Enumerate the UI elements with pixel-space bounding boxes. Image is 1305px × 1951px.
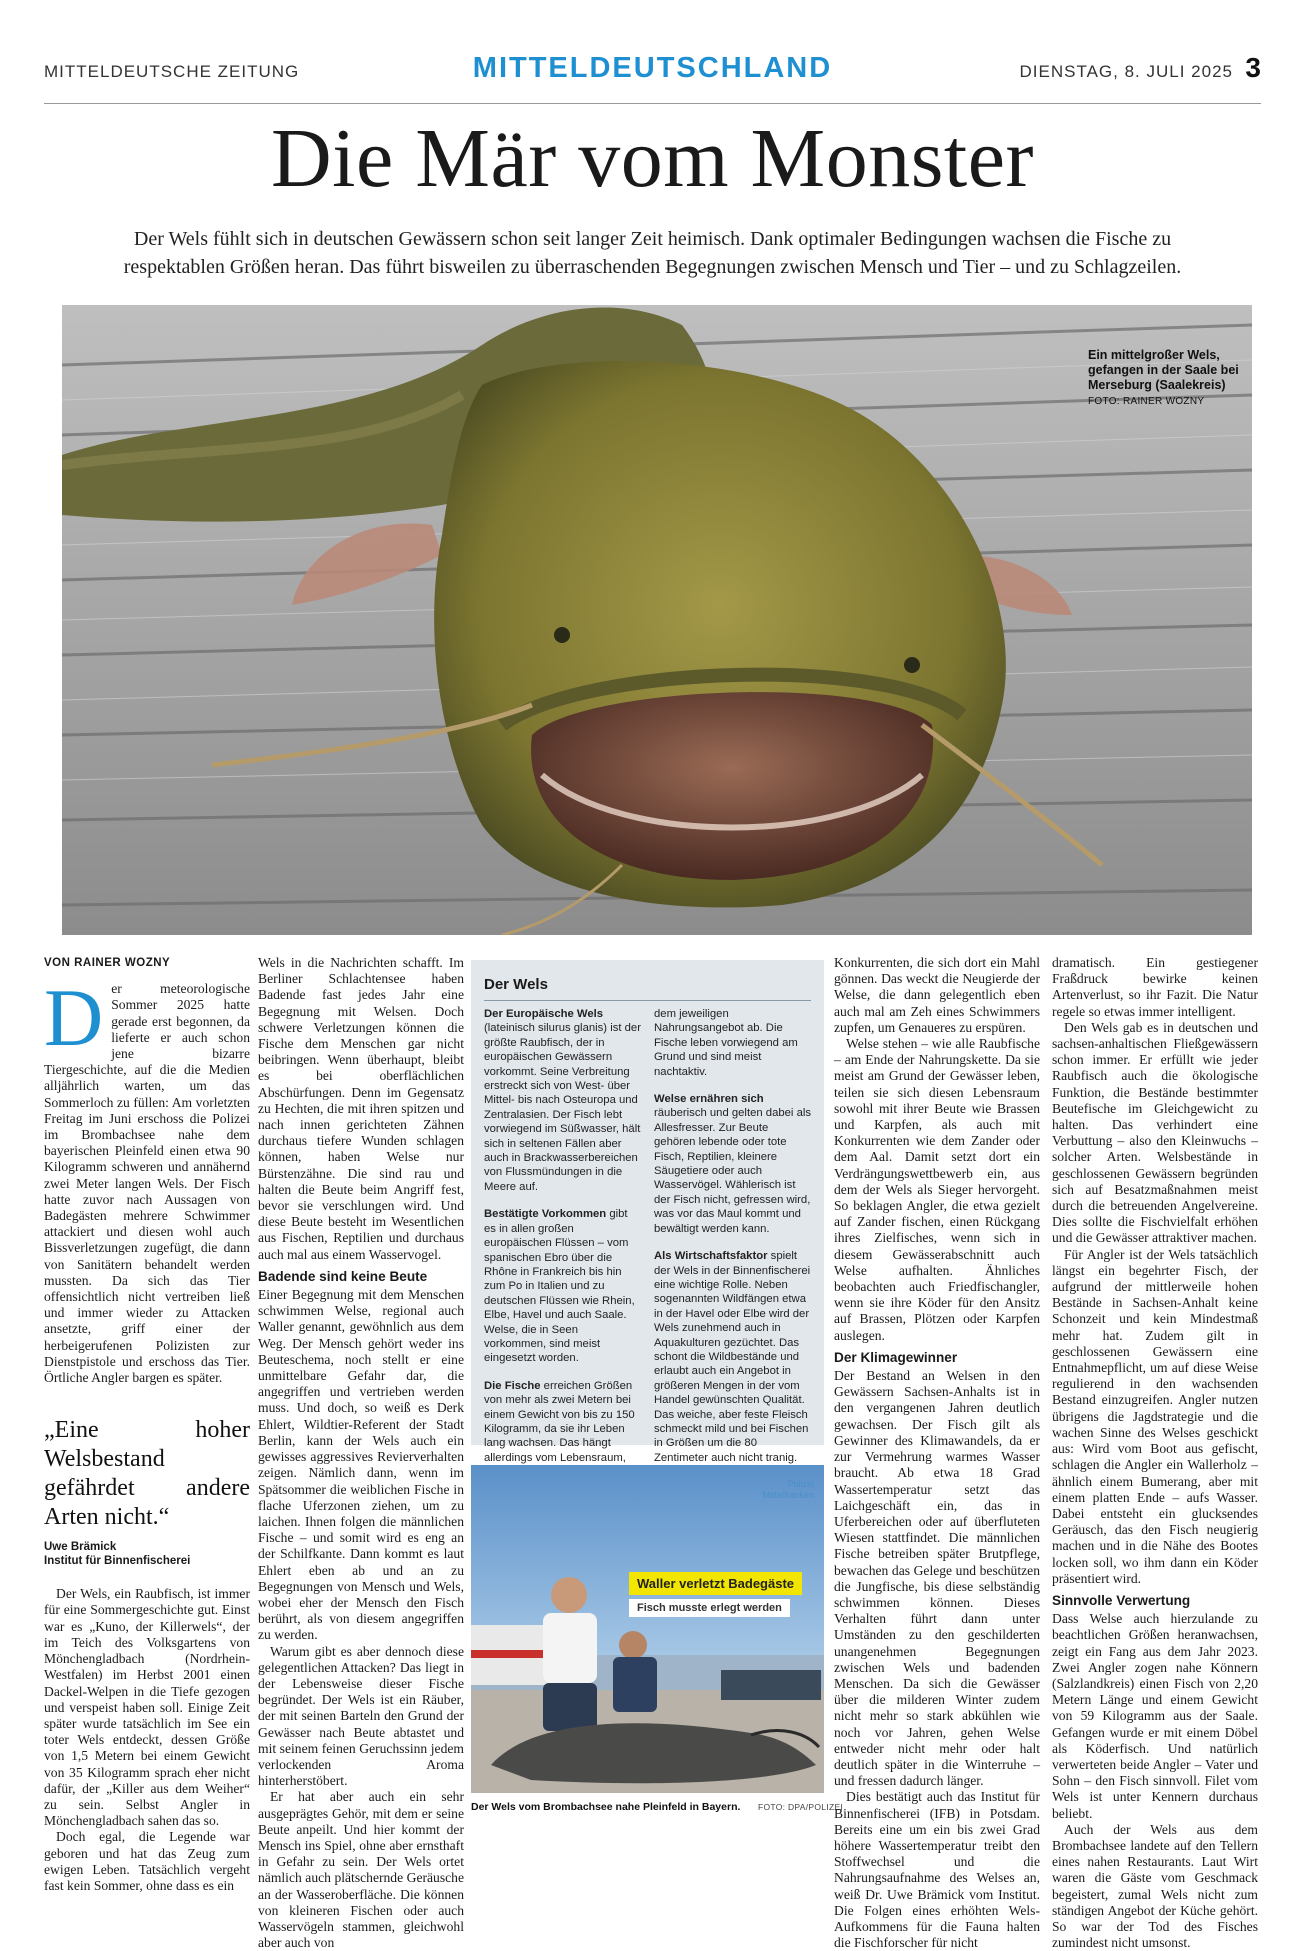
column-1 [44,955,250,1894]
article-paragraph: Warum gibt es aber dennoch diese gelegentlichen Attacken? Das liegt in der Lebensweise dieser Fische begründet. Der Wels ist ein Räuber, der mit seinen Barteln den Grund der Gewässer nach Beute abtastet und mit seinem feinen Geruchssinn jedem verlockenden Aroma hinterherstöbert. [258,1643,464,1789]
subheading: Sinnvolle Verwertung [1052,1592,1191,1608]
box-text: dem jeweiligen Nahrungsangebot ab. Die Fische leben vorwiegend am Grund und sind meist nachtaktiv. [654,1008,798,1078]
info-box-title: Der Wels [484,976,548,993]
main-photo-caption [1088,348,1248,409]
article-paragraph: Konkurrenten, die sich dort ein Mahl gönnen. Das weckt die Neugierde der Welse, die dann gelegentlich eben auch mal am Zeh eines Schwimmers zupfen, um Genaueres zu erspüren. [834,955,1040,1035]
article-paragraph: Doch egal, die Legende war geboren und hat das Zeug zum ewigen Leben. Tatsächlich vergeht fast kein Sommer, ohne dass es ein [44,1829,250,1893]
photo-credit: FOTO: RAINER WOZNY [1088,396,1205,407]
article-paragraph: Einer Begegnung mit dem Menschen schwimmen Welse, regional auch Waller genannt, gewöhnlich aus dem Weg. Der Mensch gehört weder ins Beuteschema, noch stellt er eine unmittelbare Gefahr dar, die angegriffen und vertrieben werden muss. Und doch, so weiß es Derk Ehlert, Wildtier-Referent der Stadt Berlin, kann der Wels auch ein gewisses aggressives Revierverhalten zeigen. Nämlich dann, wenn im Spätsommer die weiblichen Fische in flache Uferzonen ziehen, um zu laichen. Ihnen folgen die männlichen Fische – und somit wird es eng an der Schilfkante. Dann kommt es laut Ehlert eben ab und an zu Begegnungen von Mensch und Wels, wobei eher der Mensch den Fisch berührt, als von diesem angegriffen zu werden. [258,1287,464,1643]
lead-paragraph: Der Wels fühlt sich in deutschen Gewässern schon seit langer Zeit heimisch. Dank optimaler Bedingungen wachsen die Fische zu respektablen Größen heran. Das führt bisweilen zu überraschenden Begegnungen zwischen Mensch und Tier – und zu Schlagzeilen. [123,228,1182,278]
article-paragraph: er meteorologische Sommer 2025 hatte gerade erst begonnen, da lieferte er auch schon jene bizarre Tiergeschichte, auf die die Medien alljährlich warten, um das Sommerloch zu füllen: Am vorletzten Freitag im Juni erschoss die Polizei im Brombachsee nahe dem bayerischen Pleinfeld einen etwa 90 Kilogramm schweren und annähernd zwei Meter langen Wels. Der Fisch hatte zuvor nach Aussagen von Badegästen mehrere Schwimmer attackiert und diesen wohl auch Bissverletzungen zugefügt, die dann von Sanitätern behandelt werden mussten. Da sich das Tier offensichtlich nicht vertreiben ließ und immer wieder zu Attacken ansetzte, griff einer der herbeigerufenen Polizisten zur Dienstpistole und erschoss das Tier. Örtliche Angler bargen es später. [44,981,250,1386]
article-paragraph: Der Bestand an Welsen in den Gewässern Sachsen-Anhalts ist in den vergangenen Jahren deutlich gewachsen. Der Fisch gilt als Gewinner des Klimawandels, da er zur Vermehrung warmes Wasser braucht. Ab etwa 18 Grad Wassertemperatur setzt das Laichgeschäft ein, das in Uferbereichen oder auf überfluteten Wiesen stattfindet. Die männlichen Fische betreiben später Brutpflege, bewachen das Gelege und beschützen die Jungfische, bis diese selbständig schwimmen können. Dieses Verhalten führt dann unter Umständen zu den geschilderten unangenehmen Begegnungen zwischen Wels und badenden Menschen. Da sich die Gewässer über die milderen Winter zudem nicht mehr so stark abkühlen wie noch vor Jahren, gehen Welse entweder nicht mehr oder halt deutlich später in die Winterruhe – und fressen dadurch länger. [834,1368,1040,1789]
subheading: Badende sind keine Beute [258,1268,428,1284]
quote-author-name: Uwe Brämick [44,1541,117,1554]
column-2 [258,955,464,1951]
box-text: gibt es in allen großen europäischen Flüssen – vom spanischen Ebro über die Rhône in Frankreich bis hin zum Po in Italien und zu deutschen Flüssen wie Rhein, Elbe, Havel und auch Saale. Welse, die in Seen vorkommen, sind meist eingesetzt worden. [484,1208,635,1365]
box-text: räuberisch und gelten dabei als Allesfresser. Zur Beute gehören lebende oder tote Fisch, Reptilien, kleinere Säugetiere oder auch Wasservögel. Wählerisch ist der Fisch nicht, gefressen wird, was vor das Maul kommt und bewältigt werden kann. [654,1107,812,1235]
article-paragraph: Für Angler ist der Wels tatsächlich längst ein begehrter Fisch, der aufgrund der mittlerweile hohen Bestände in Sachsen-Anhalt keine Schonzeit und kein Mindestmaß mehr hat. Zudem gilt in geschlossenen Gewässern eine Entnahmepflicht, um auf diese Weise regulierend in den wachsenden Bestand einzugreifen. Angler nutzen übrigens die Jagdstrategie und die wachen Sinne des Welses geschickt aus: Wird vom Boot aus gefischt, schlagen die Angler ein Wallerholz – ähnlich einem Bumerang, aber mit einem platten Ende – aufs Wasser. Dabei entsteht ein glucksendes Geräusch, das den Fisch neugierig machen und in die Nähe des Bootes locken soll, wo ihm dann ein Köder präsentiert wird. [1052,1246,1258,1586]
main-photo-catfish [62,305,1252,935]
article-paragraph: Der Wels, ein Raubfisch, ist immer für eine Sommergeschichte gut. Einst war es „Kuno, der Killerwels“, der im Teich des Volksgartens von Mönchengladbach (Nordrhein-Westfalen) im Herbst 2001 einen Dackel-Welpen in die Tiefe gezogen und verspeist haben soll. Einige Zeit später wurde tatsächlich im See ein toter Wels entdeckt, dessen Größe von 1,5 Metern bei einem Gewicht von 35 Kilogramm sprach eher nicht dafür, der „Killer aus dem Weiher“ zu sein. Selbst Angler in Mönchengladbach sahen das so. [44,1586,250,1829]
article-paragraph: Den Wels gab es in deutschen und sachsen-anhaltischen Fließgewässern schon immer. Er erfüllt wie jeder Raubfisch auch die ökologische Funktion, die Bestände bestimmter Beutefische im Gleichgewicht zu halten. Das verhindert eine Verbuttung – also den Kleinwuchs – solcher Arten. Welsbestände in geschlossenen Gewässern begründen sich auf Besatzmaßnahmen meist durch die betreuenden Angelvereine. Dies sollte die Fischvielfalt erhöhen und die Gewässer attraktiver machen. [1052,1019,1258,1246]
police-photo-caption: Der Wels vom Brombachsee nahe Pleinfeld in Bayern. [471,1801,741,1813]
police-photo-credit: FOTO: DPA/POLIZEI [758,1802,844,1812]
box-term: Der Europäische Wels [484,1008,604,1020]
pull-quote [44,1416,250,1568]
article-paragraph: Welse stehen – wie alle Raubfische – am Ende der Nahrungskette. Da sie meist am Grund der Gewässer leben, teilen sie sich diesen Lebensraum sowohl mit ihrer Beute wie Brassen und Karpfen, als auch mit Konkurrenten wie dem Zander oder dem Aal. Damit setzt dort ein Verdrängungswettbewerb ein, aus dem der Wels als Sieger hervorgeht. So beklagen Angler, die etwa gezielt auf Zander fischen, einen Rückgang ihres Zielfisches, wenn sich in diesem Gewässerabschnitt auch Welse aufhalten. Ähnliches beobachten auch Friedfischangler, wenn sie ihre Köder für den Ansitz auf Brassen, Plötzen oder Karpfen auslegen. [834,1036,1040,1343]
police-label: Polizei [787,1479,814,1489]
info-box-divider [484,1000,811,1001]
article-paragraph: Er hat aber auch ein sehr ausgeprägtes Gehör, mit dem er seine Beute anpeilt. Und hier kommt der Mensch ins Spiel, ohne aber ernsthaft in Gefahr zu sein. Der Wels ortet nämlich auch plätschernde Geräusche an der Wasseroberfläche. Die können von kleineren Fischen oder auch Wasservögeln stammen, gleichwohl aber auch von [258,1789,464,1951]
quote-author-institution: Institut für Binnenfischerei [44,1555,191,1568]
page-number: 3 [1245,52,1261,83]
box-term: Bestätigte Vorkommen [484,1208,607,1221]
header-divider [44,103,1261,104]
police-region: Mittelfranken [762,1490,814,1500]
article-paragraph: dramatisch. Ein gestiegener Fraßdruck bewirke keinen Artenverlust, so ihr Fazit. Die Natur regele so etwas immer intelligent. [1052,955,1258,1019]
box-text: spielt der Wels in der Binnenfischerei eine wichtige Rolle. Neben sogenannten Wildfängen etwa in der Havel oder Elbe wird der Wels zunehmend auch in Aquakulturen gezüchtet. Das schont die Wildbestände und erlaubt auch ein Angebot in größeren Mengen in der vom Handel gewünschten Qualität. Das weiche, aber feste Fleisch schmeckt mild und bei Fischen in Größen um die 80 Zentimeter auch nicht tranig. [654,1250,811,1464]
newspaper-name: MITTELDEUTSCHE ZEITUNG [44,62,300,81]
box-term: Als Wirtschaftsfaktor [654,1250,768,1263]
box-text: (lateinisch silurus glanis) ist der größte Raubfisch, der in europäischen Gewässern vorkommt. Seine Verbreitung erstreckt sich von West- über Mittel- bis nach Osteuropa und Zentralasien. Der Fisch lebt vorwiegend im Süßwasser, hält sich in seltenen Fällen aber auch in Brackwasserbereichen von Flussmündungen in die Meere auf. [484,1022,641,1193]
article-paragraph: Dass Welse auch hierzulande zu beachtlichen Größen heranwachsen, zeigt ein Fang aus dem Jahr 2023. Zwei Angler zogen nahe Könnern (Salzlandkreis) einen Fisch von 2,20 Metern Länge und einem Gewicht von 59 Kilogramm aus der Saale. Gefangen wurde er mit einem Döbel als Köderfisch. Und natürlich verwerteten beide Angler – Vater und Sohn – den Fisch sinnvoll. Filet vom Wels ist unter Kennern durchaus beliebt. [1052,1611,1258,1821]
police-logo-text [762,1479,814,1501]
headline: Die Mär vom Monster [270,112,1035,205]
byline: VON RAINER WOZNY [44,957,171,969]
article-paragraph: Dies bestätigt auch das Institut für Binnenfischerei (IFB) in Potsdam. Bereits eine um ein bis zwei Grad höhere Wassertemperatur treibt den Stoffwechsel und die Nahrungsaufnahme des Welses an, weiß Dr. Uwe Brämick vom Institut. Die Folgen eines erhöhten Wels-Aufkommens für die Fauna halten die Fischforscher für nicht [834,1789,1040,1951]
pull-quote-author [44,1540,250,1568]
info-box-column-1 [484,1007,642,1493]
column-4 [834,955,1040,1951]
police-photo [471,1465,824,1793]
news-banner: Waller verletzt Badegäste [629,1572,802,1595]
news-sub-banner: Fisch musste erlegt werden [629,1599,790,1617]
drop-cap: D [44,972,104,1064]
issue-date: DIENSTAG, 8. JULI 2025 [1019,62,1233,81]
article-paragraph: Auch der Wels aus dem Brombachsee landete auf den Tellern eines nahen Restaurants. Laut Wirt waren die Gäste vom Geschmack begeistert, zumal Wels nicht zum ständigen Angebot der Küche gehört. So war der Tod des Fisches zumindest nicht umsonst. [1052,1821,1258,1951]
column-5 [1052,955,1258,1951]
caption-text: Ein mittelgroßer Wels, gefangen in der Saale bei Merseburg (Saalekreis) [1088,348,1239,392]
box-text: erreichen Größen von mehr als zwei Metern bei einem Gewicht von bis zu 150 Kilogramm, da sie ihr Leben lang wachsen. Das hängt allerdings vom Lebensraum, [484,1379,635,1464]
article-paragraph: Wels in die Nachrichten schafft. Im Berliner Schlachtensee haben Badende fast jedes Jahr eine Begegnung mit Welsen. Doch schwere Verletzungen können die Fische dem Menschen gar nicht beibringen. Wenn überhaupt, bleibt es bei oberflächlichen Abschürfungen. Denn im Gegensatz zu Hechten, die mit ihren spitzen und nach innen gerichteten Zähnen durchaus tiefere Wunden schlagen können, haben Welse nur Bürstenzähne. Die sind rau und halten die Beute beim Angriff fest, bevor sie verschlungen wird. Und diese Beute besteht im Wesentlichen aus Fischen, Reptilien und durchaus auch mal aus einem Wasservogel. [258,955,464,1262]
box-term: Die Fische [484,1379,541,1392]
pull-quote-text: „Eine hoher Welsbestand gefährdet andere Arten nicht.“ [44,1417,250,1531]
subheading: Der Klimagewinner [834,1349,958,1365]
box-term: Welse ernähren sich [654,1093,764,1106]
section-title: MITTELDEUTSCHLAND [472,52,833,84]
info-box-column-2 [654,1007,812,1494]
